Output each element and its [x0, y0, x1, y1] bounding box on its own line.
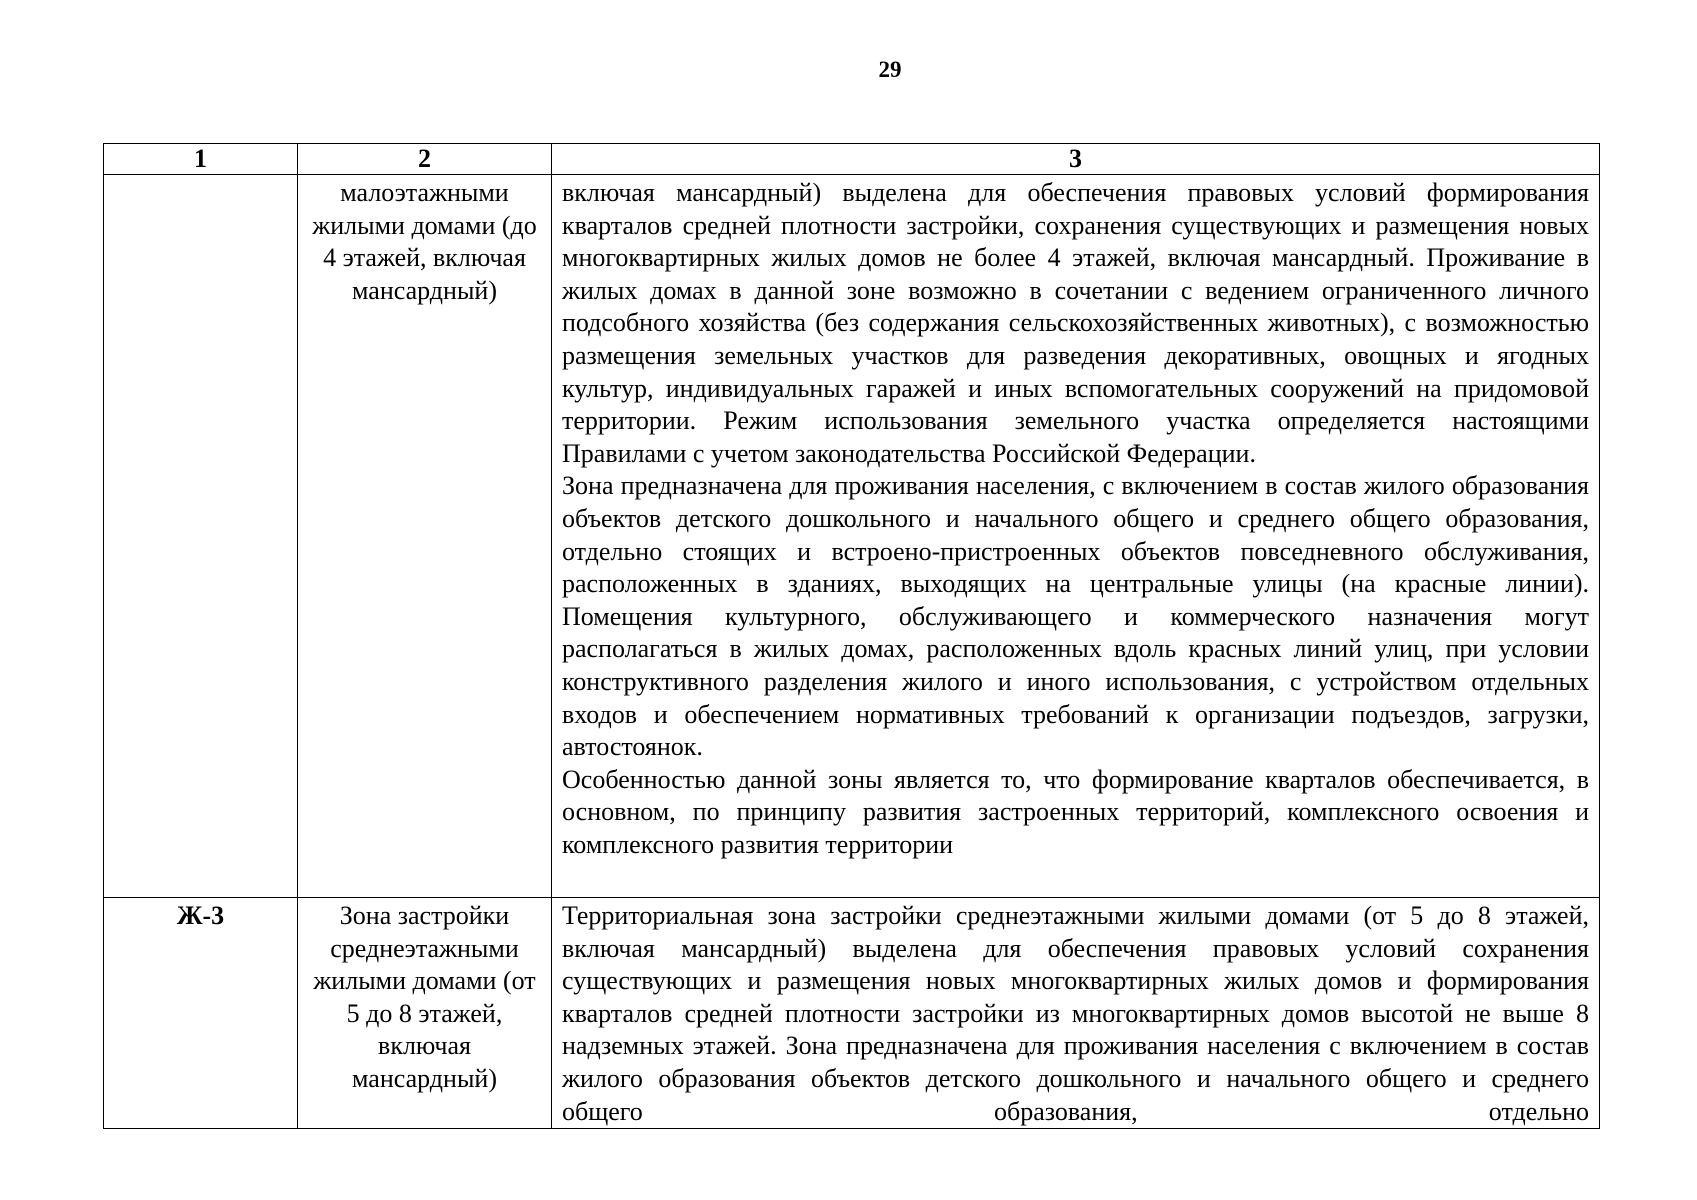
zone-code: Ж-3	[104, 898, 298, 1129]
table-row	[104, 898, 1600, 1129]
description-paragraph: Территориальная зона застройки среднеэтажными жилыми домами (от 5 до 8 этажей, включая мансардный) выделена для обеспечения правовых условий сохранения существующих и размещения новых многоквартирных жилых домов и формирования кварталов средней плотности застройки из многоквартирных домов высотой не выше 8 надземных этажей. Зона предназначена для проживания населения с включением в состав жилого образования объектов детского дошкольного и начального общего и среднего общего образования, отдельно	[562, 901, 1589, 1126]
header-row	[104, 144, 1600, 175]
zone-description	[552, 175, 1600, 898]
zone-code	[104, 175, 298, 898]
header-col-1: 1	[104, 144, 298, 175]
description-paragraph: Особенностью данной зоны является то, что формирование кварталов обеспечивается, в основном, по принципу развития застроенных территорий, комплексного освоения и комплексного развития территории	[562, 764, 1589, 859]
zones-table	[103, 143, 1600, 1129]
header-col-2: 2	[298, 144, 552, 175]
description-paragraph: включая мансардный) выделена для обеспечения правовых условий формирования кварталов средней плотности застройки, сохранения существующих и размещения новых многоквартирных жилых домов не более 4 этажей, включая мансардный. Проживание в жилых домах в данной зоне возможно в сочетании с ведением ограниченного личного подсобного хозяйства (без содержания сельскохозяйственных животных), с возможностью размещения земельных участков для разведения декоративных, овощных и ягодных культур, индивидуальных гаражей и иных вспомогательных сооружений на придомовой территории. Режим использования земельного участка определяется настоящими Правилами с учетом законодательства Российской Федерации.	[562, 178, 1589, 468]
zone-description	[552, 898, 1600, 1129]
zone-name: малоэтажными жилыми домами (до 4 этажей, включая мансардный)	[298, 175, 552, 898]
page-number: 29	[878, 57, 902, 82]
table-row	[104, 175, 1600, 898]
table-header	[104, 144, 1600, 175]
header-col-3: 3	[552, 144, 1600, 175]
table-body	[104, 175, 1600, 1129]
zone-name: Зона застройки среднеэтажными жилыми домами (от 5 до 8 этажей, включая мансардный)	[298, 898, 552, 1129]
description-paragraph: Зона предназначена для проживания населения, с включением в состав жилого образования объектов детского дошкольного и начального общего и среднего общего образования, отдельно стоящих и встроено-пристроенных объектов повседневного обслуживания, расположенных в зданиях, выходящих на центральные улицы (на красные линии). Помещения культурного, обслуживающего и коммерческого назначения могут располагаться в жилых домах, расположенных вдоль красных линий улиц, при условии конструктивного разделения жилого и иного использования, с устройством отдельных входов и обеспечением нормативных требований к организации подъездов, загрузки, автостоянок.	[562, 471, 1589, 762]
